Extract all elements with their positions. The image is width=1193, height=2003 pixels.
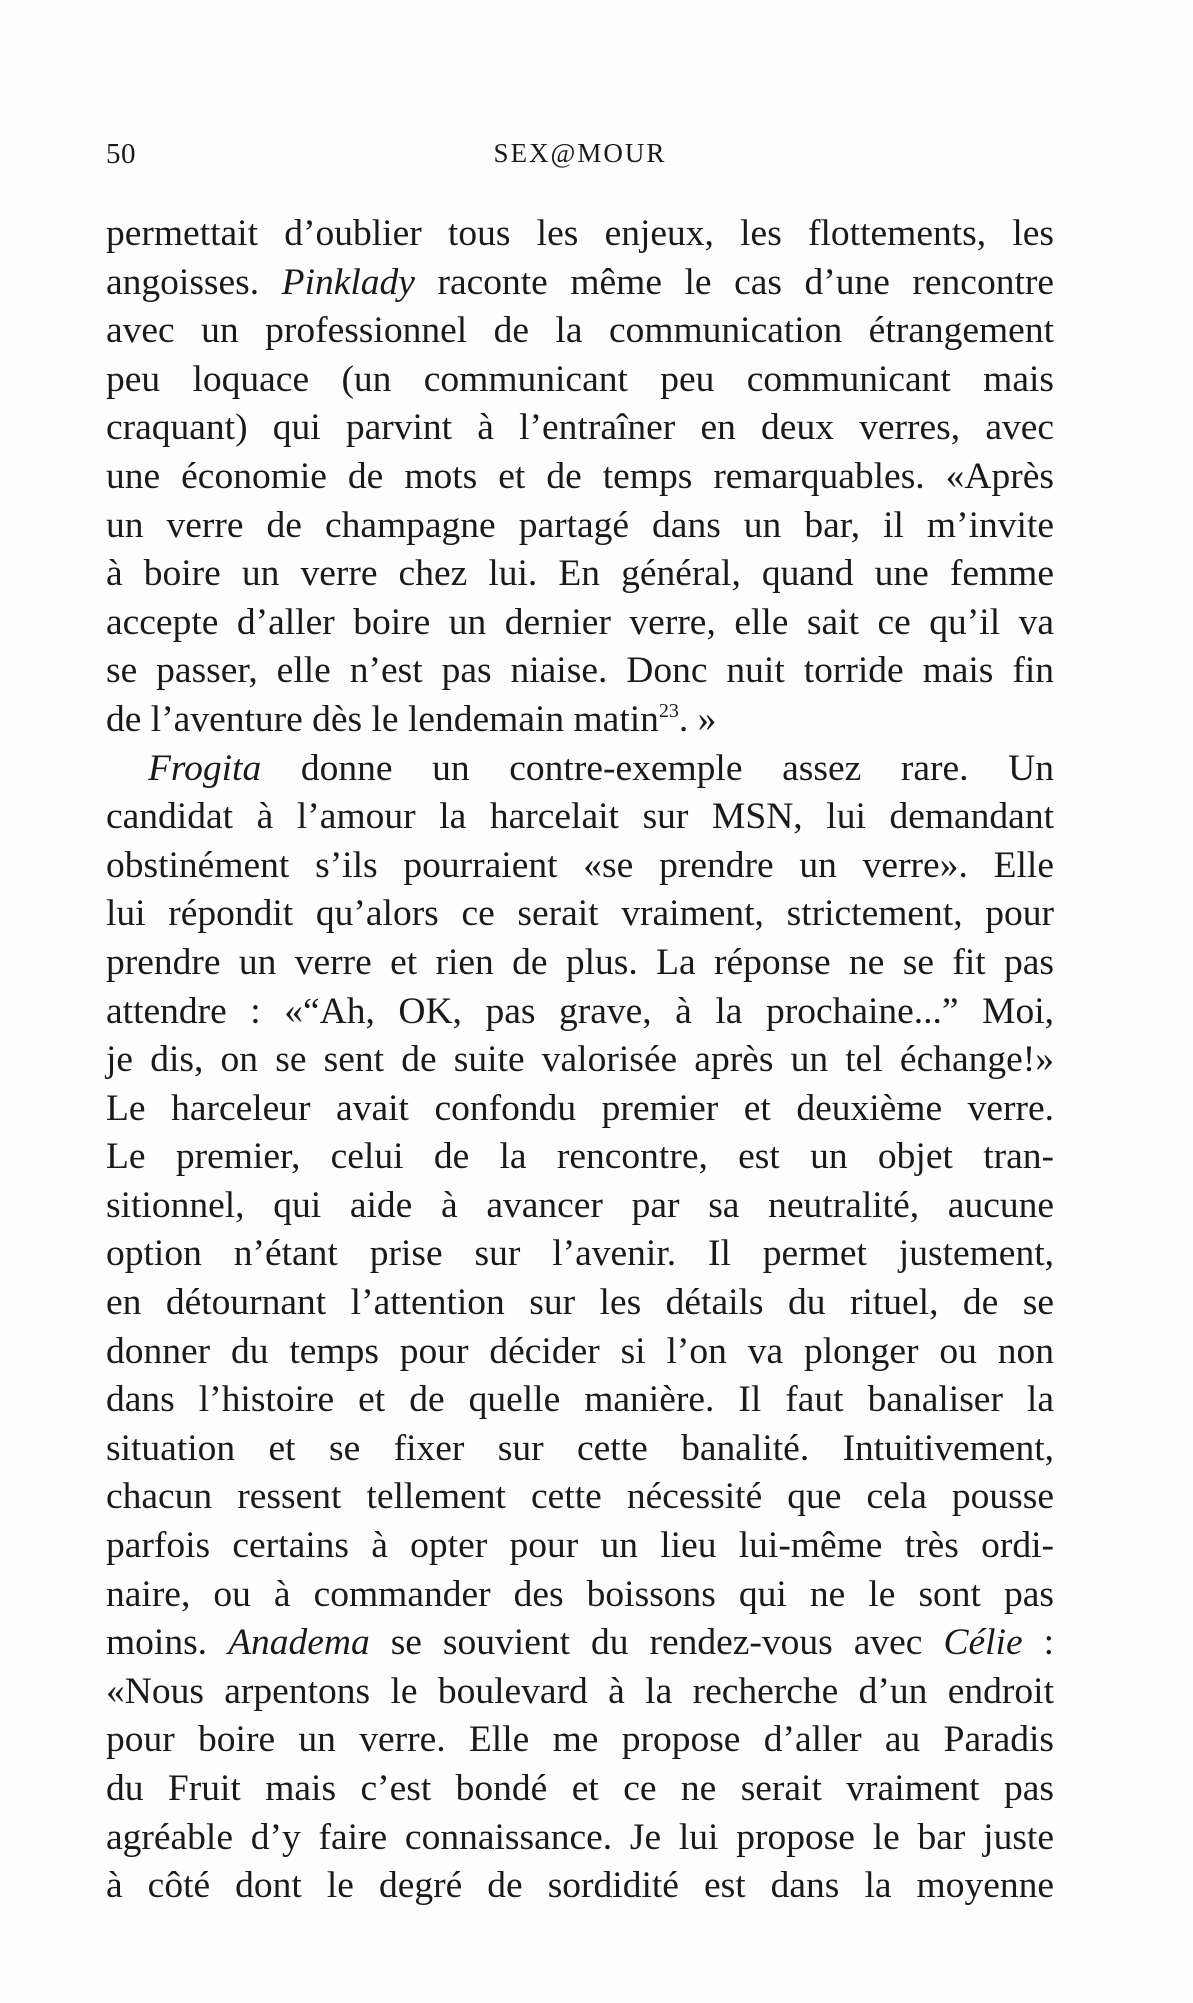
pseudonym-celie: Célie bbox=[943, 1622, 1023, 1664]
text-line-31: «Nous arpentons le boulevard à la recherche d’un endroit bbox=[106, 1670, 1054, 1712]
text-line-30: moins. Anadema se souvient du rendez-vous avec Célie : bbox=[106, 1622, 1055, 1664]
text-line-26: situation et se fixer sur cette banalité. Intuitivement, bbox=[106, 1427, 1054, 1469]
text-line-17: attendre : «“Ah, OK, pas grave, à la prochaine...” Moi, bbox=[106, 990, 1054, 1032]
text-line-23: en détournant l’attention sur les détails du rituel, de se bbox=[106, 1282, 1054, 1324]
text-line-8: à boire un verre chez lui. En général, quand une femme bbox=[106, 553, 1054, 595]
text-line-13: candidat à l’amour la harcelait sur MSN, lui demandant bbox=[106, 796, 1054, 838]
pseudonym-pinklady: Pinklady bbox=[281, 261, 415, 303]
text-line-3: avec un professionnel de la communication étrangement bbox=[106, 310, 1054, 352]
text-line-19: Le harceleur avait confondu premier et deuxième verre. bbox=[106, 1087, 1054, 1129]
text-line-10: se passer, elle n’est pas niaise. Donc nuit torride mais fin bbox=[106, 650, 1054, 692]
footnote-reference: 23 bbox=[658, 699, 679, 722]
text-line-14: obstinément s’ils pourraient «se prendre un verre». Elle bbox=[106, 844, 1054, 886]
text-line-22: option n’étant prise sur l’avenir. Il permet justement, bbox=[106, 1233, 1054, 1275]
text-line-7: un verre de champagne partagé dans un bar, il m’invite bbox=[106, 504, 1054, 546]
text-line-20: Le premier, celui de la rencontre, est un objet tran- bbox=[106, 1136, 1054, 1178]
text-line-34: agréable d’y faire connaissance. Je lui propose le bar juste bbox=[106, 1816, 1054, 1858]
running-head bbox=[106, 138, 1054, 178]
text-line-12: Frogita donne un contre-exemple assez rare. Un bbox=[148, 747, 1054, 789]
text-line-4: peu loquace (un communicant peu communicant mais bbox=[106, 358, 1054, 400]
text-line-29: naire, ou à commander des boissons qui ne le sont pas bbox=[106, 1573, 1054, 1615]
text-line-35: à côté dont le degré de sordidité est dans la moyenne bbox=[106, 1865, 1054, 1907]
page-number: 50 bbox=[106, 138, 136, 170]
text-line-25: dans l’histoire et de quelle manière. Il faut banaliser la bbox=[106, 1379, 1054, 1421]
pseudonym-frogita: Frogita bbox=[148, 747, 262, 789]
text-line-18: je dis, on se sent de suite valorisée après un tel échange!» bbox=[106, 1039, 1054, 1081]
book-title: SEX@MOUR bbox=[493, 138, 667, 168]
text-line-9: accepte d’aller boire un dernier verre, elle sait ce qu’il va bbox=[106, 601, 1054, 643]
text-line-32: pour boire un verre. Elle me propose d’aller au Paradis bbox=[106, 1719, 1054, 1761]
text-line-5: craquant) qui parvint à l’entraîner en deux verres, avec bbox=[106, 407, 1054, 449]
text-line-27: chacun ressent tellement cette nécessité que cela pousse bbox=[106, 1476, 1054, 1518]
text-line-28: parfois certains à opter pour un lieu lui-même très ordi- bbox=[106, 1525, 1054, 1567]
pseudonym-anadema: Anadema bbox=[228, 1622, 370, 1664]
text-line-15: lui répondit qu’alors ce serait vraiment, strictement, pour bbox=[106, 893, 1054, 935]
text-line-33: du Fruit mais c’est bondé et ce ne serait vraiment pas bbox=[106, 1768, 1054, 1809]
text-line-16: prendre un verre et rien de plus. La réponse ne se fit pas bbox=[106, 941, 1054, 983]
text-line-2: angoisses. Pinklady raconte même le cas d’une rencontre bbox=[106, 261, 1054, 303]
text-line-6: une économie de mots et de temps remarquables. «Après bbox=[106, 455, 1054, 497]
text-line-1: permettait d’oublier tous les enjeux, les flottements, les bbox=[106, 213, 1054, 254]
text-line-21: sitionnel, qui aide à avancer par sa neutralité, aucune bbox=[106, 1184, 1054, 1226]
body-text bbox=[106, 210, 1054, 1911]
text-line-11: de l’aventure dès le lendemain matin$^{23}$. » bbox=[106, 698, 717, 740]
text-line-24: donner du temps pour décider si l’on va plonger ou non bbox=[106, 1330, 1054, 1372]
